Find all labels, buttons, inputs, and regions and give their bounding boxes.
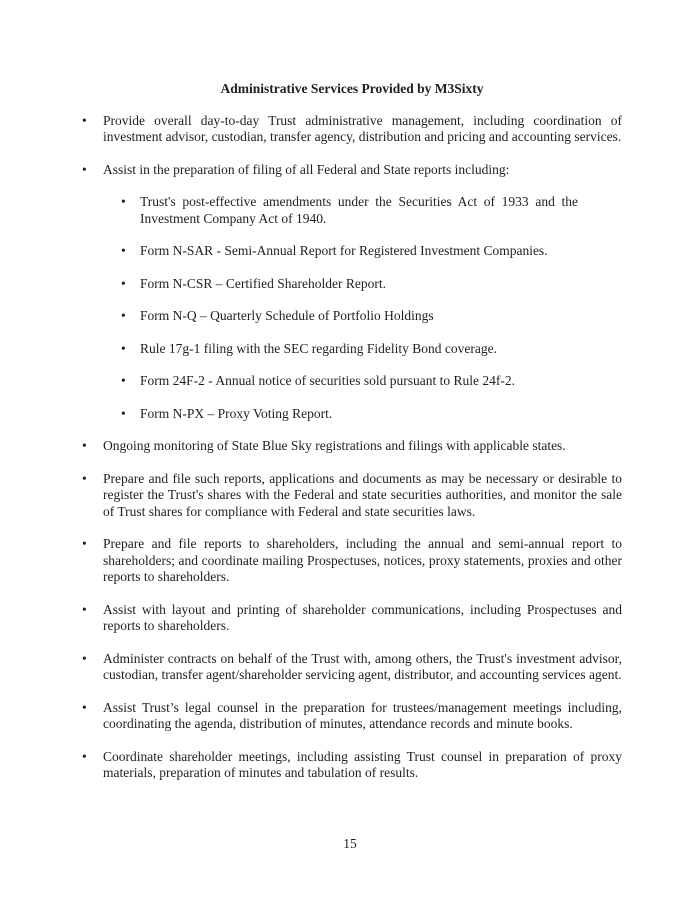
bullet-item-text: Ongoing monitoring of State Blue Sky registrations and filings with applicable states. [103, 438, 566, 453]
bullet-item [82, 536, 622, 586]
bullet-item-text: Prepare and file reports to shareholders, including the annual and semi-annual report to shareholders; and coordinate mailing Prospectuses, notices, proxy statements, proxies and other reports to shareholders. [103, 536, 622, 584]
sub-bullet-item [121, 308, 578, 325]
bullet-icon: • [121, 373, 126, 388]
sub-bullet-item-text: Form N-PX – Proxy Voting Report. [140, 405, 333, 421]
sub-bullet-item [121, 406, 578, 423]
sub-bullet-item [121, 373, 578, 390]
bullet-item [82, 113, 622, 146]
bullet-icon: • [82, 536, 87, 551]
bullet-item [82, 162, 622, 179]
bullet-icon: • [121, 194, 126, 209]
bullet-icon: • [82, 161, 87, 177]
bullet-icon: • [82, 112, 87, 128]
bullet-icon: • [82, 699, 87, 715]
bullet-item-text: Administer contracts on behalf of the Trust with, among others, the Trust's investment advisor, custodian, transfer agent/shareholder servicing agent, distributor, and accounting services agent. [103, 650, 622, 682]
bullet-item [82, 471, 622, 521]
bullet-icon: • [121, 405, 126, 421]
bullet-icon: • [121, 340, 126, 356]
bullet-icon: • [82, 601, 87, 617]
bullet-item-text: Assist with layout and printing of shareholder communications, including Prospectuses and reports to shareholders. [103, 601, 622, 633]
bullet-item-text: Assist in the preparation of filing of all Federal and State reports including: [103, 161, 510, 177]
bullet-item-text: Prepare and file such reports, applications and documents as may be necessary or desirable to register the Trust's shares with the Federal and state securities authorities, and monitor the sale of Trust shares for compliance with Federal and state securities laws. [103, 470, 622, 519]
bullet-item [82, 651, 622, 684]
bullet-icon: • [82, 748, 87, 764]
bullet-item-text: Provide overall day-to-day Trust administrative management, including coordination of investment advisor, custodian, transfer agency, distribution and pricing and accounting services. [103, 112, 622, 144]
sub-bullet-item-text: Form N-CSR – Certified Shareholder Report. [140, 275, 386, 291]
page-title: Administrative Services Provided by M3Sixty [220, 81, 484, 96]
bullet-icon: • [121, 243, 126, 258]
bullet-icon: • [82, 438, 87, 453]
bullet-icon: • [82, 650, 87, 666]
bullet-icon: • [121, 308, 126, 323]
bullet-item [82, 602, 622, 635]
bullet-item-text: Assist Trust’s legal counsel in the preparation for trustees/management meetings including, coordinating the agenda, distribution of minutes, attendance records and minute books. [103, 699, 622, 731]
document-body [82, 81, 622, 798]
sub-bullet-item-text: Form N-SAR - Semi-Annual Report for Registered Investment Companies. [140, 243, 548, 258]
sub-bullet-item-text: Form N-Q – Quarterly Schedule of Portfolio Holdings [140, 308, 434, 323]
page-number: 15 [343, 836, 357, 851]
sub-bullet-item [121, 276, 578, 293]
bullet-item [82, 749, 622, 782]
bullet-item [82, 700, 622, 733]
bullet-item-text: Coordinate shareholder meetings, including assisting Trust counsel in preparation of proxy materials, preparation of minutes and tabulation of results. [103, 748, 622, 780]
bullet-item [82, 438, 622, 455]
sub-bullet-item-text: Rule 17g-1 filing with the SEC regarding Fidelity Bond coverage. [140, 340, 497, 356]
sub-bullet-item-text: Form 24F-2 - Annual notice of securities sold pursuant to Rule 24f-2. [140, 373, 515, 388]
bullet-icon: • [121, 275, 126, 291]
sub-bullet-item [121, 194, 578, 227]
sub-bullet-item-text: Trust's post-effective amendments under the Securities Act of 1933 and the Investment Company Act of 1940. [140, 194, 578, 226]
sub-bullet-item [121, 341, 578, 358]
sub-bullet-item [121, 243, 578, 260]
bullet-icon: • [82, 470, 87, 486]
